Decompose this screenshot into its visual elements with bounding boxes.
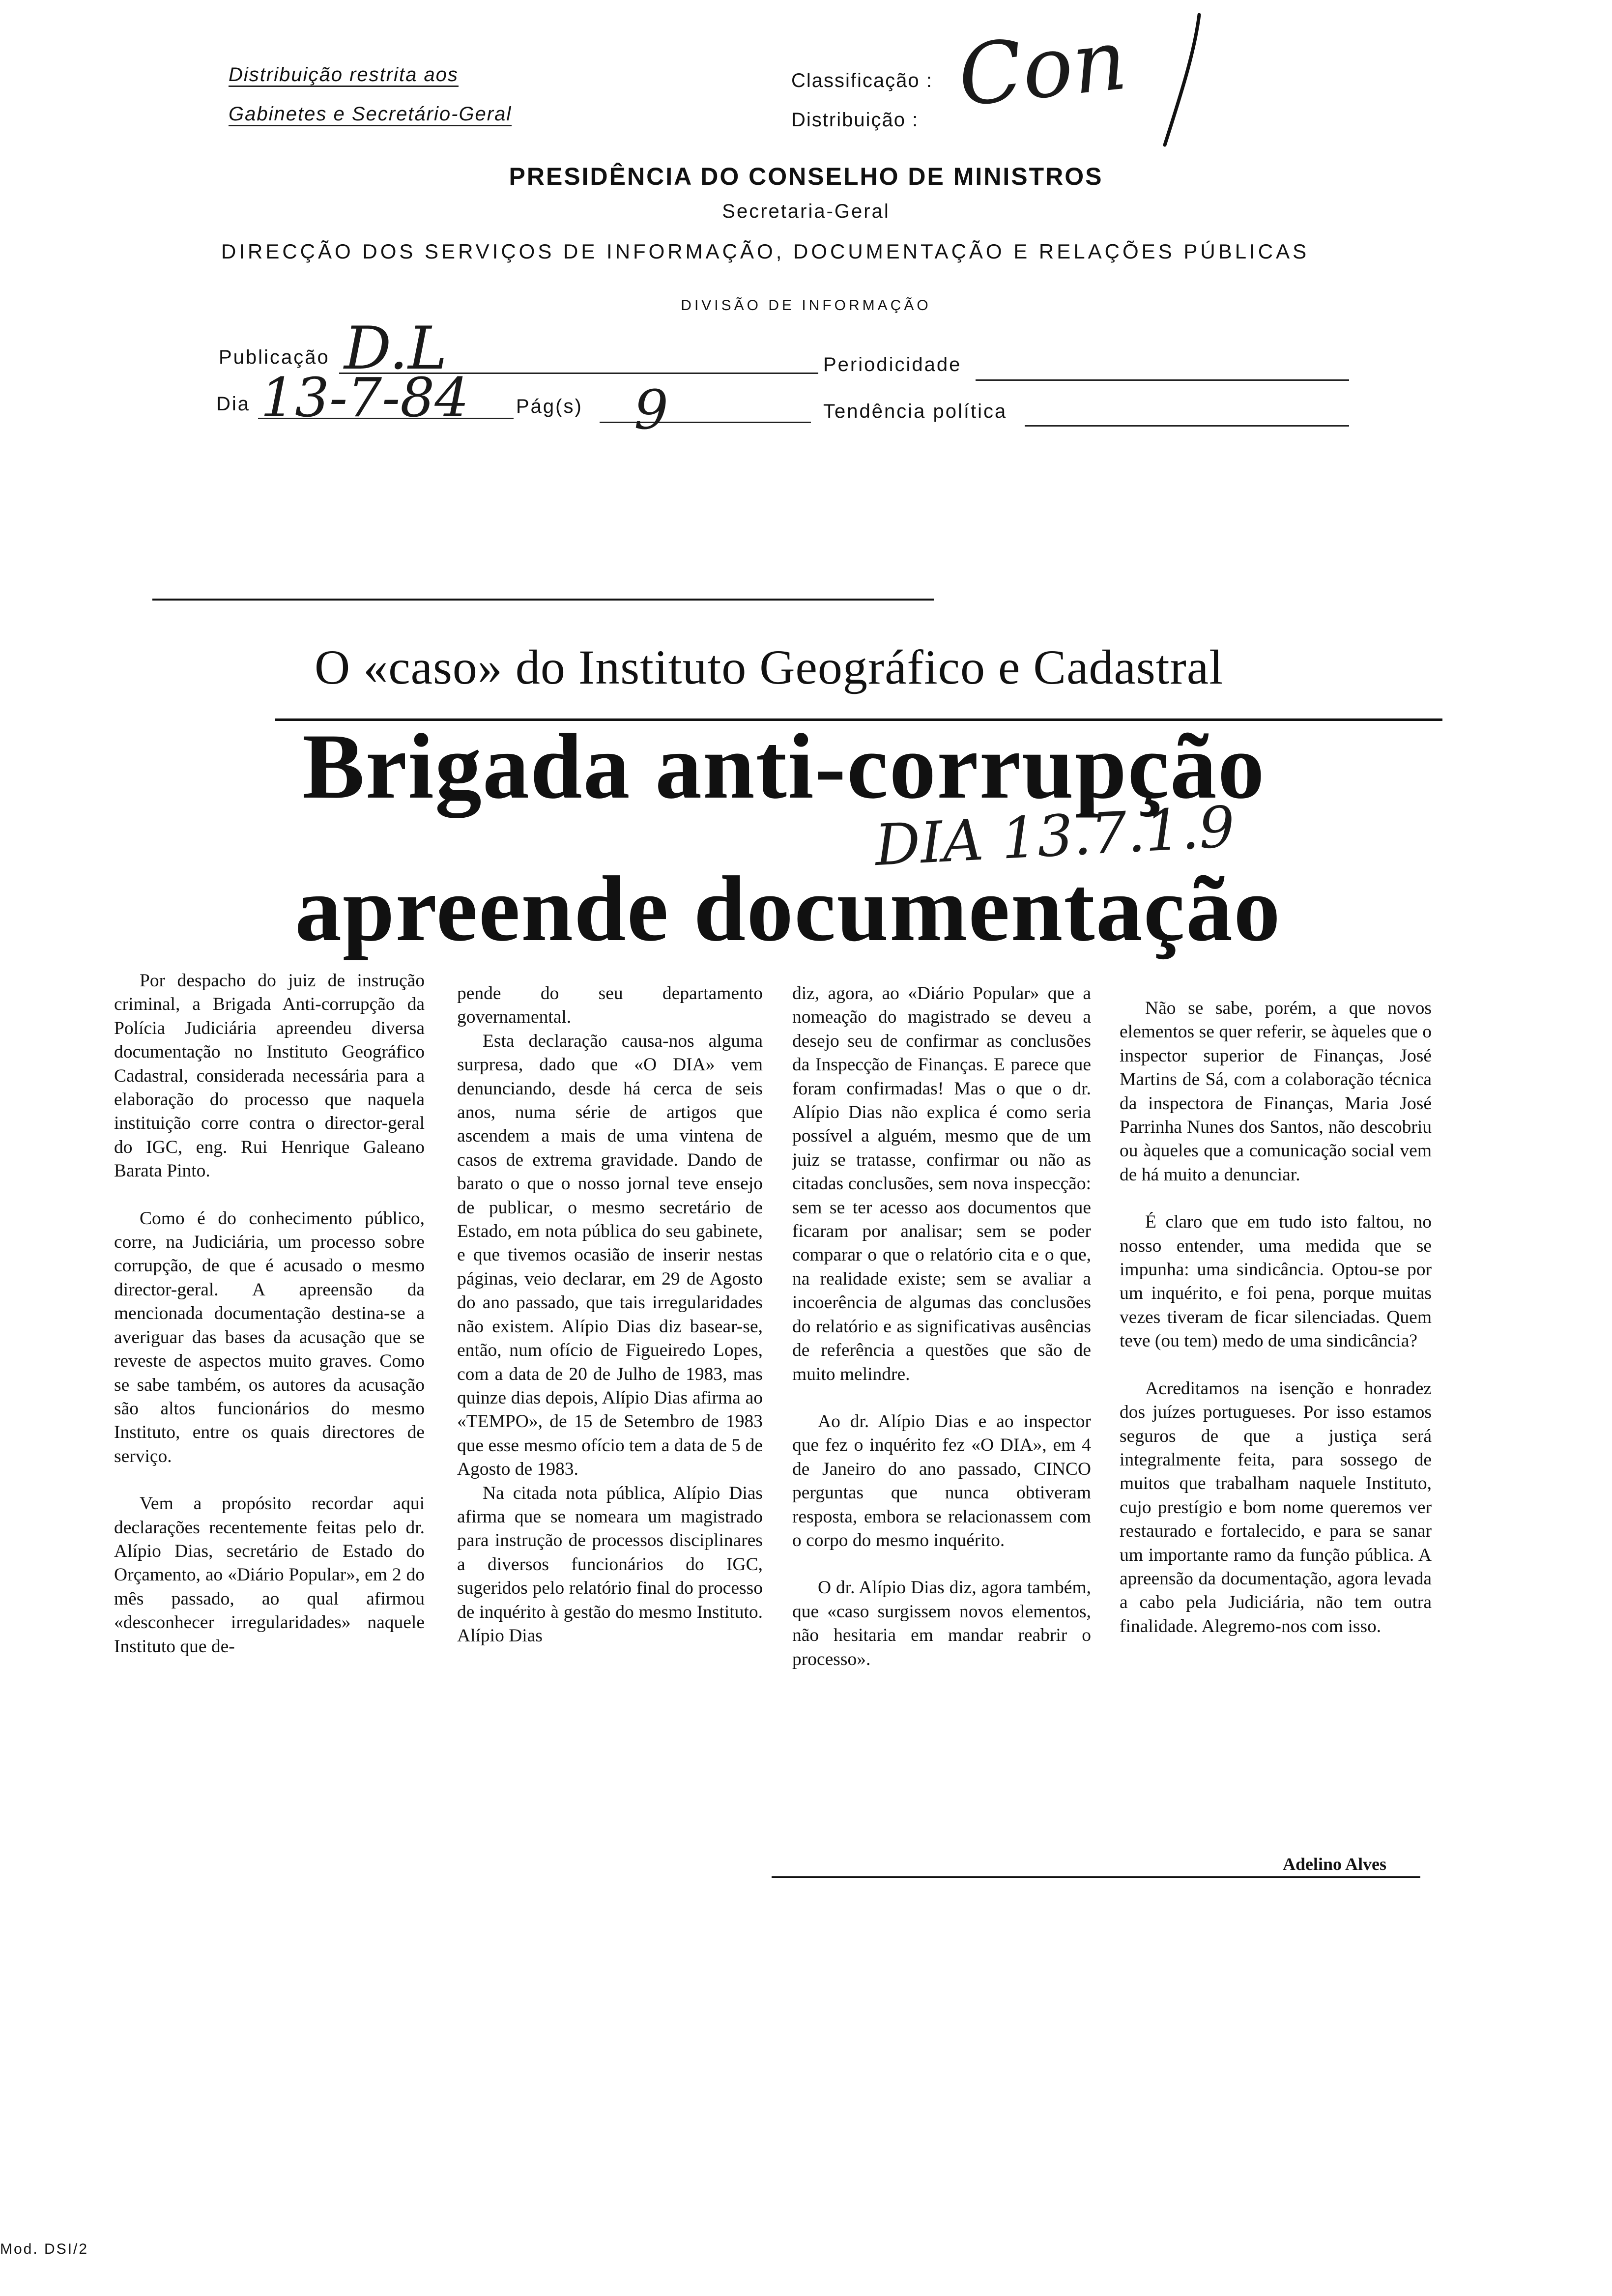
paragraph: Não se sabe, porém, a que novos elementos se quer referir, se àqueles que o inspector superior de Finanças, José Martins de Sá, com a colaboração técnica da inspectora de Finanças, Maria José Parrinha Nunes dos Santos, não descobriu ou àqueles que a comunicação social vem de há muito a denunciar. [1120, 998, 1432, 1185]
pages-handwritten: 9 [634, 378, 668, 441]
political-tendency-underline [1025, 425, 1349, 427]
pages-underline [600, 422, 811, 423]
paragraph: Na citada nota pública, Alípio Dias afirma que se nomeara um magistrado para instrução de processos disciplinares a diversos funcionários do IGC, sugeridos pelo relatório final do processo de inquérito à gestão do mesmo Instituto. Alípio Dias [457, 1483, 763, 1646]
paragraph: Como é do conhecimento público, corre, na Judiciária, um processo sobre corrupção, de que é acusado o mesmo director-geral. A apreensão da mencionada documentação destina-se a averiguar das bases da acusação que se reveste de aspectos muito graves. Como se sabe também, os autores da acusação são altos funcionários do mesmo Instituto, entre os quais directores de serviço. [114, 1208, 425, 1466]
periodicity-label: Periodicidade [823, 354, 962, 375]
paragraph: O dr. Alípio Dias diz, agora também, que «caso surgissem novos elementos, não hesitaria em mandar reabrir o processo». [792, 1578, 1091, 1669]
column-3-end-rule [772, 1876, 1420, 1878]
classification-label: Classificação : [791, 70, 933, 91]
paragraph: Ao dr. Alípio Dias e ao inspector que fez o inquérito fez «O DIA», em 4 de Janeiro do ano passado, CINCO perguntas que nunca obtiveram resposta, embora se relacionassem com o corpo do mesmo inquérito. [792, 1411, 1091, 1550]
paragraph: Esta declaração causa-nos alguma surpresa, dado que «O DIA» vem denunciando, desde há cerca de seis anos, numa série de artigos que ascendem a mais de uma vintena de casos de extrema gravidade. Dando de barato o que o nosso jornal teve ensejo de publicar, o mesmo secretário de Estado, em nota pública do seu gabinete, e que tivemos ocasião de inserir nestas páginas, veio declarar, em 29 de Agosto do ano passado, que tais irregularidades não existem. Alípio Dias diz basear-se, então, num ofício de Figueiredo Lopes, com a data de 20 de Julho de 1983, mas quinze dias depois, Alípio Dias afirma ao «TEMPO», de 15 de Setembro de 1983 que esse mesmo ofício tem a data de 5 de Agosto de 1983. [457, 1031, 763, 1480]
paragraph: Acreditamos na isenção e honradez dos juízes portugueses. Por isso estamos seguros de que a justiça será integralmente feita, para sossego de muitos que trabalham naquele Instituto, cujo prestígio e bom nome queremos ver restaurado e fortalecido, e para se sanar um importante ramo da função pública. A apreensão da documentação, agora levada a cabo pela Judiciária, não tem outra finalidade. Alegremo-nos com isso. [1120, 1378, 1432, 1636]
classification-handwritten: Con [953, 11, 1131, 126]
handwritten-slash [1150, 10, 1209, 152]
pages-label: Pág(s) [516, 396, 583, 417]
paragraph: É claro que em tudo isto faltou, no nosso entender, uma medida que se impunha: uma sindicância. Optou-se por um inquérito, e foi pena, porque muitas vezes tiveram de ficar silenciadas. Quem teve (ou tem) medo de uma sindicância? [1120, 1212, 1432, 1351]
article-kicker: O «caso» do Instituto Geográfico e Cadastral [315, 640, 1224, 694]
publication-label: Publicação [219, 346, 330, 368]
byline: Adelino Alves [1283, 1854, 1387, 1874]
paragraph: diz, agora, ao «Diário Popular» que a nomeação do magistrado se deveu a desejo seu de confirmar as conclusões da Inspecção de Finanças. E parece que foram confirmadas! Mas o que o dr. Alípio Dias não explica é como seria possível a alguém, mesmo que de um juiz se tratasse, confirmar ou não as citadas conclusões, sem nova inspecção: sem se ter acesso aos documentos que ficaram por analisar; sem se poder comparar o que o relatório cita e o que, na realidade existe; sem se avaliar a incoerência de algumas das conclusões do relatório e as significativas ausências de referência a questões que são de muito melindre. [792, 983, 1091, 1384]
article-column-1 [114, 969, 425, 1682]
paragraph: Por despacho do juiz de instrução criminal, a Brigada Anti-corrupção da Polícia Judiciária apreendeu diversa documentação no Instituto Geográfico Cadastral, considerada necessária para a elaboração do processo que naquela instituição corre contra o director-geral do IGC, eng. Rui Henrique Galeano Barata Pinto. [114, 971, 425, 1181]
form-model-number: Mod. DSI/2 [0, 2241, 89, 2257]
headline-line-2: apreende documentação [295, 858, 1281, 961]
periodicity-underline [976, 379, 1349, 381]
top-rule [152, 599, 934, 601]
handwritten-date-note: DIA 13.7.1.9 [873, 794, 1237, 879]
distribution-restriction-line2: Gabinetes e Secretário-Geral [229, 103, 512, 125]
headline-line-1: Brigada anti-corrupção [302, 715, 1266, 818]
paragraph: Vem a propósito recordar aqui declarações recentemente feitas pelo dr. Alípio Dias, secretário de Estado do Orçamento, ao «Diário Popular», em 2 do mês passado, ao qual afirmou «desconhecer irregularidades» naquele Instituto que de- [114, 1493, 425, 1657]
directorate-name: DIRECÇÃO DOS SERVIÇOS DE INFORMAÇÃO, DOCUMENTAÇÃO E RELAÇÕES PÚBLICAS [221, 240, 1310, 263]
day-handwritten: 13-7-84 [260, 366, 469, 429]
division-name: DIVISÃO DE INFORMAÇÃO [681, 297, 931, 314]
distribution-label: Distribuição : [791, 109, 919, 131]
article-column-4 [1120, 997, 1432, 1662]
political-tendency-label: Tendência política [823, 401, 1008, 422]
article-column-3 [792, 982, 1091, 1695]
secretariat-name: Secretaria-Geral [722, 201, 890, 222]
distribution-restriction-line1: Distribuição restrita aos [229, 64, 459, 86]
publication-handwritten: D.L [344, 315, 447, 383]
institution-name: PRESIDÊNCIA DO CONSELHO DE MINISTROS [509, 163, 1103, 190]
day-label: Dia [216, 393, 251, 415]
paragraph: pende do seu departamento governamental. [457, 983, 763, 1028]
article-column-2 [457, 982, 763, 1671]
